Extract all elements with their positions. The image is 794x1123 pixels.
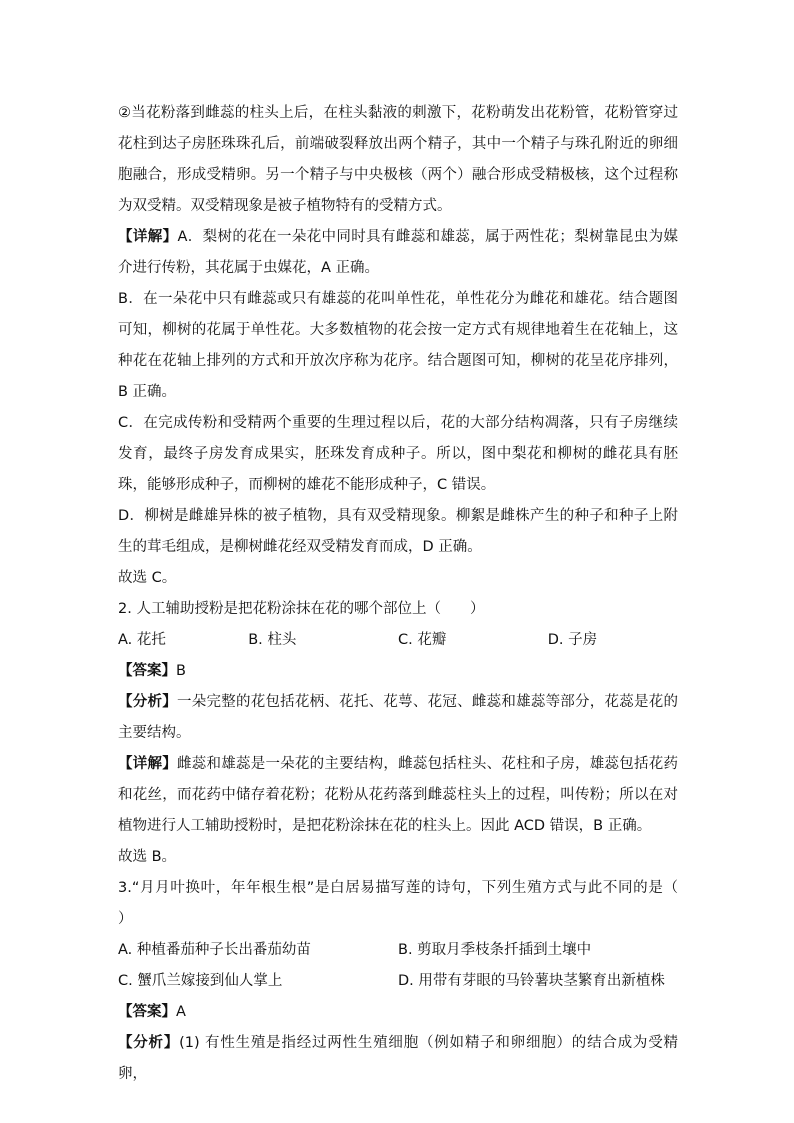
analysis-text: (1) 有性生殖是指经过两性生殖细胞（例如精子和卵细胞）的结合成为受精卵， <box>118 1035 678 1082</box>
q2-detail <box>118 749 678 842</box>
q3-option-a: A. 种植番茄种子长出番茄幼苗 <box>118 942 311 958</box>
detail-text: 雌蕊和雄蕊是一朵花的主要结构，雌蕊包括柱头、花柱和子房，雄蕊包括花药和花丝，而花药中储存着花粉；花粉从花药落到雌蕊柱头上的过程，叫传粉；所以在对植物进行人工辅助授粉时，是把花粉涂抹在花的柱头上。因此 ACD 错误，B 正确。 <box>118 756 679 834</box>
answer-value: B <box>176 663 186 679</box>
paragraph-detail-a <box>118 222 678 284</box>
answer-tag: 【答案】 <box>118 1004 176 1020</box>
analysis-tag: 【分析】 <box>118 694 177 710</box>
q2-option-d: D. 子房 <box>547 632 598 648</box>
question-3-options-row-2 <box>118 966 678 997</box>
q3-option-b: B. 剪取月季枝条扦插到土壤中 <box>398 942 592 958</box>
question-3-options-row-1 <box>118 935 678 966</box>
q2-answer <box>118 656 678 687</box>
q2-option-c: C. 花瓣 <box>398 632 447 648</box>
conclusion-q1: 故选 C。 <box>118 570 177 586</box>
paragraph-detail-d: D．柳树是雌雄异株的被子植物，具有双受精现象。柳絮是雌株产生的种子和种子上附生的茸毛组成，是柳树雌花经双受精发育而成，D 正确。 <box>118 508 678 555</box>
analysis-text: 一朵完整的花包括花柄、花托、花萼、花冠、雌蕊和雄蕊等部分，花蕊是花的主要结构。 <box>118 694 679 741</box>
paragraph-detail-b: B．在一朵花中只有雌蕊或只有雄蕊的花叫单性花，单性花分为雌花和雄花。结合题图可知，柳树的花属于单性花。大多数植物的花会按一定方式有规律地着生在花轴上，这种花在花轴上排列的方式和开放次序称为花序。结合题图可知，柳树的花呈花序排列，B 正确。 <box>118 291 678 400</box>
q2-option-b: B. 柱头 <box>248 632 297 648</box>
detail-a-text: A．梨树的花在一朵花中同时具有雌蕊和雄蕊，属于两性花；梨树靠昆虫为媒介进行传粉，其花属于虫媒花，A 正确。 <box>118 229 678 276</box>
conclusion-q2: 故选 B。 <box>118 849 177 865</box>
question-3-stem: 3.“月月叶换叶，年年根生根”是白居易描写莲的诗句，下列生殖方式与此不同的是（ ） <box>118 880 707 927</box>
paragraph-double-fertilization: ②当花粉落到雌蕊的柱头上后，在柱头黏液的刺激下，花粉萌发出花粉管，花粉管穿过花柱到达子房胚珠珠孔后，前端破裂释放出两个精子，其中一个精子与珠孔附近的卵细胞融合，形成受精卵。另一个精子与中央极核（两个）融合形成受精极核，这个过程称为双受精。双受精现象是被子植物特有的受精方式。 <box>118 105 678 214</box>
detail-tag: 【详解】 <box>118 229 178 245</box>
q3-answer <box>118 997 678 1028</box>
detail-tag: 【详解】 <box>118 756 177 772</box>
q3-option-d: D. 用带有芽眼的马铃薯块茎繁育出新植株 <box>398 973 665 989</box>
q3-option-c: C. 蟹爪兰嫁接到仙人掌上 <box>118 973 283 989</box>
question-2-stem: 2. 人工辅助授粉是把花粉涂抹在花的哪个部位上（ ） <box>118 601 485 617</box>
q3-analysis <box>118 1028 678 1090</box>
document-page <box>118 98 707 1090</box>
paragraph-detail-c: C．在完成传粉和受精两个重要的生理过程以后，花的大部分结构凋落，只有子房继续发育，最终子房发育成果实，胚珠发育成种子。所以，图中梨花和柳树的雌花具有胚珠，能够形成种子，而柳树的雄花不能形成种子，C 错误。 <box>118 415 678 493</box>
answer-tag: 【答案】 <box>118 663 176 679</box>
q2-analysis <box>118 687 678 749</box>
analysis-tag: 【分析】 <box>118 1035 180 1051</box>
q2-option-a: A. 花托 <box>118 632 166 648</box>
question-2-options <box>118 625 678 656</box>
answer-value: A <box>176 1004 186 1020</box>
